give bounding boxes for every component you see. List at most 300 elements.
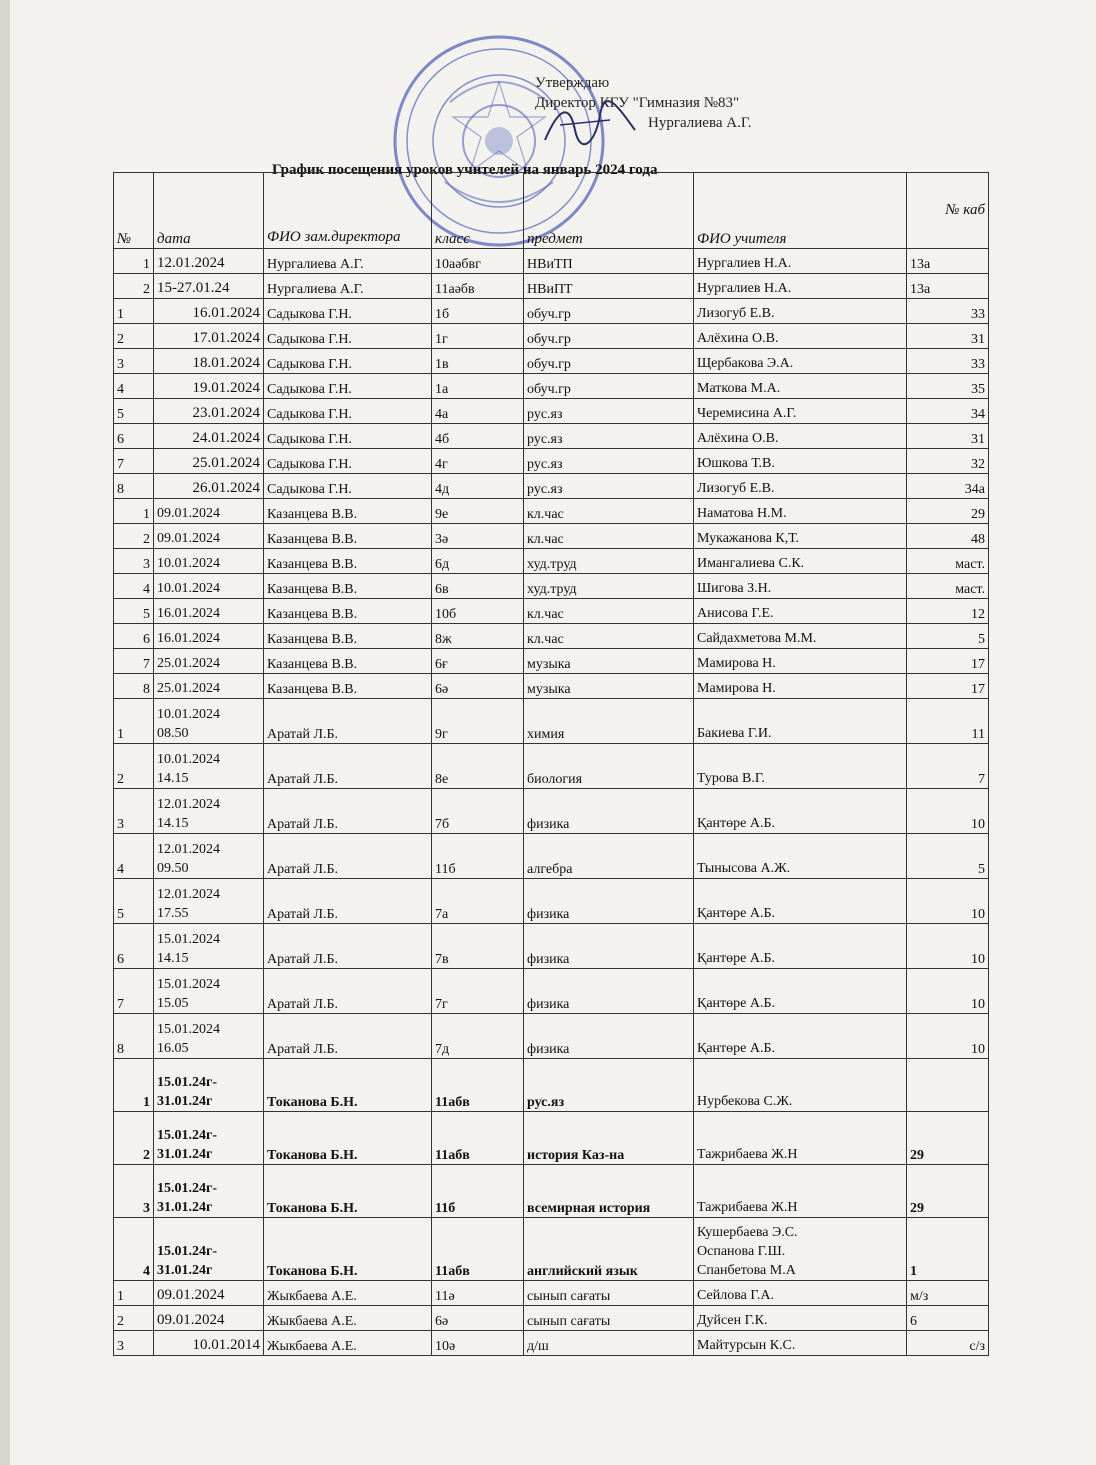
- cell-subject-text: кл.час: [527, 632, 564, 647]
- cell-num-text: 1: [117, 1289, 124, 1304]
- cell-teacher: [694, 789, 907, 834]
- cell-deputy-text: Садыкова Г.Н.: [267, 332, 352, 347]
- cell-class-text: 11б: [435, 1201, 456, 1216]
- cell-date: [154, 1281, 264, 1306]
- table-row: [114, 1059, 989, 1112]
- cell-deputy-text: Токанова Б.Н.: [267, 1148, 358, 1163]
- cell-class-text: 9г: [435, 727, 448, 742]
- cell-class: [432, 499, 524, 524]
- cell-subject: [524, 699, 694, 744]
- cell-teacher-text: Алёхина О.В.: [697, 431, 779, 446]
- cell-time-text: 14.15: [157, 951, 189, 966]
- cell-date: [154, 274, 264, 299]
- cell-cab-text: 31: [971, 432, 985, 447]
- table-row: [114, 699, 989, 744]
- cell-class: [432, 1306, 524, 1331]
- cell-date-text: 12.01.2024: [157, 887, 220, 902]
- cell-teacher: [694, 1281, 907, 1306]
- cell-date: [154, 474, 264, 499]
- cell-cab-text: 17: [971, 657, 985, 672]
- cell-num-text: 5: [117, 407, 124, 422]
- cell-class-text: 4б: [435, 432, 450, 447]
- cell-deputy-text: Садыкова Г.Н.: [267, 382, 352, 397]
- cell-cab: [907, 374, 989, 399]
- table-row: [114, 249, 989, 274]
- cell-num: [114, 744, 154, 789]
- cell-time-text: 14.15: [157, 771, 189, 786]
- cell-teacher-text: Тажрибаева Ж.Н: [697, 1147, 798, 1162]
- cell-class-text: 11абв: [435, 1264, 470, 1279]
- cell-deputy-text: Жыкбаева А.Е.: [267, 1314, 357, 1329]
- cell-cab-text: 29: [910, 1148, 924, 1163]
- cell-class-text: 4д: [435, 482, 450, 497]
- cell-num-text: 4: [117, 862, 124, 877]
- cell-cab-text: м/з: [910, 1289, 929, 1304]
- cell-deputy: [264, 249, 432, 274]
- cell-num: [114, 1059, 154, 1112]
- cell-date: [154, 1112, 264, 1165]
- cell-class-text: 1г: [435, 332, 448, 347]
- cell-cab-text: 34: [971, 407, 985, 422]
- cell-teacher: [694, 744, 907, 789]
- cell-deputy: [264, 969, 432, 1014]
- header-date: дата: [154, 173, 264, 249]
- cell-subject-text: обуч.гр: [527, 382, 571, 397]
- cell-deputy-text: Казанцева В.В.: [267, 632, 358, 647]
- cell-deputy: [264, 449, 432, 474]
- cell-teacher: [694, 424, 907, 449]
- cell-teacher: [694, 834, 907, 879]
- approval-line-name: Нургалиева А.Г.: [648, 115, 752, 131]
- cell-deputy-text: Аратай Л.Б.: [267, 1042, 338, 1057]
- cell-deputy-text: Аратай Л.Б.: [267, 997, 338, 1012]
- cell-date: [154, 424, 264, 449]
- cell-num: [114, 1014, 154, 1059]
- cell-cab-text: 5: [978, 862, 985, 877]
- cell-subject: [524, 599, 694, 624]
- table-row: [114, 549, 989, 574]
- cell-teacher-text: Щербакова Э.А.: [697, 356, 794, 371]
- cell-date-text: 25.01.2024: [157, 681, 220, 696]
- table-row: [114, 1306, 989, 1331]
- cell-teacher-text: Лизогуб Е.В.: [697, 306, 775, 321]
- cell-class: [432, 744, 524, 789]
- table-row: [114, 524, 989, 549]
- cell-teacher-text: Имангалиева С.К.: [697, 556, 805, 571]
- cell-cab: [907, 499, 989, 524]
- cell-deputy-text: Садыкова Г.Н.: [267, 482, 352, 497]
- cell-date: [154, 324, 264, 349]
- cell-class: [432, 649, 524, 674]
- cell-subject-text: д/ш: [527, 1339, 549, 1354]
- cell-cab: [907, 879, 989, 924]
- cell-num: [114, 834, 154, 879]
- cell-date: [154, 599, 264, 624]
- cell-deputy: [264, 374, 432, 399]
- cell-teacher: [694, 1014, 907, 1059]
- cell-class-text: 9е: [435, 507, 449, 522]
- cell-num: [114, 789, 154, 834]
- cell-subject-text: обуч.гр: [527, 357, 571, 372]
- cell-class: [432, 924, 524, 969]
- cell-cab: [907, 699, 989, 744]
- cell-subject-text: рус.яз: [527, 1095, 565, 1110]
- table-row: [114, 834, 989, 879]
- cell-time-text: 16.05: [157, 1041, 189, 1056]
- cell-deputy-text: Токанова Б.Н.: [267, 1095, 358, 1110]
- cell-subject: [524, 969, 694, 1014]
- cell-subject: [524, 1281, 694, 1306]
- cell-class: [432, 349, 524, 374]
- cell-cab-text: 12: [971, 607, 985, 622]
- cell-cab: [907, 524, 989, 549]
- cell-num-text: 3: [143, 557, 150, 572]
- cell-date-text: 17.01.2024: [192, 330, 260, 346]
- cell-class-text: 11абв: [435, 1148, 470, 1163]
- cell-class-text: 7д: [435, 1042, 450, 1057]
- cell-cab: [907, 1112, 989, 1165]
- table-row: [114, 299, 989, 324]
- cell-num-text: 2: [117, 1314, 124, 1329]
- cell-cab: [907, 1165, 989, 1218]
- cell-cab: [907, 274, 989, 299]
- cell-subject-text: рус.яз: [527, 432, 563, 447]
- cell-num: [114, 299, 154, 324]
- cell-cab: [907, 449, 989, 474]
- cell-subject: [524, 324, 694, 349]
- cell-num: [114, 1306, 154, 1331]
- cell-subject: [524, 524, 694, 549]
- cell-num-text: 5: [143, 607, 150, 622]
- cell-deputy-text: Казанцева В.В.: [267, 532, 358, 547]
- cell-time-text: 17.55: [157, 906, 189, 921]
- cell-deputy: [264, 1165, 432, 1218]
- cell-class: [432, 789, 524, 834]
- cell-deputy: [264, 879, 432, 924]
- cell-time-text: 31.01.24г: [157, 1094, 213, 1109]
- table-row: [114, 424, 989, 449]
- cell-num: [114, 1112, 154, 1165]
- cell-cab: [907, 624, 989, 649]
- cell-subject: [524, 1059, 694, 1112]
- cell-date-text: 12.01.2024: [157, 797, 220, 812]
- cell-subject: [524, 499, 694, 524]
- cell-subject-text: кл.час: [527, 507, 564, 522]
- cell-class-text: 11аәбв: [435, 282, 475, 297]
- cell-teacher-text: Сейлова Г.А.: [697, 1288, 774, 1303]
- cell-cab-text: с/з: [969, 1339, 985, 1354]
- cell-cab-text: 10: [971, 907, 985, 922]
- cell-subject: [524, 374, 694, 399]
- cell-teacher-text: Тажрибаева Ж.Н: [697, 1200, 798, 1215]
- cell-teacher: [694, 449, 907, 474]
- cell-subject-text: обуч.гр: [527, 332, 571, 347]
- cell-date-text: 23.01.2024: [192, 405, 260, 421]
- cell-deputy: [264, 399, 432, 424]
- table-row: [114, 449, 989, 474]
- cell-num-text: 4: [117, 382, 124, 397]
- cell-date: [154, 789, 264, 834]
- header-num: №: [114, 173, 154, 249]
- cell-num-text: 6: [117, 952, 124, 967]
- cell-deputy-text: Нургалиева А.Г.: [267, 282, 364, 297]
- cell-num-text: 3: [117, 1339, 124, 1354]
- cell-teacher-text: Маткова М.А.: [697, 381, 781, 396]
- cell-teacher-text: Сайдахметова М.М.: [697, 631, 817, 646]
- cell-date: [154, 349, 264, 374]
- cell-deputy: [264, 299, 432, 324]
- cell-num: [114, 449, 154, 474]
- cell-num-text: 3: [117, 817, 124, 832]
- cell-deputy-text: Казанцева В.В.: [267, 557, 358, 572]
- cell-teacher-text: Спанбетова М.А: [697, 1263, 796, 1278]
- cell-num-text: 7: [117, 997, 124, 1012]
- table-row: [114, 1218, 989, 1281]
- cell-class-text: 6в: [435, 582, 449, 597]
- cell-num-text: 3: [117, 357, 124, 372]
- cell-class-text: 11б: [435, 862, 456, 877]
- cell-teacher-text: Қантөре А.Б.: [697, 996, 776, 1011]
- cell-deputy-text: Токанова Б.Н.: [267, 1201, 358, 1216]
- table-row: [114, 879, 989, 924]
- cell-num: [114, 549, 154, 574]
- cell-deputy-text: Нургалиева А.Г.: [267, 257, 364, 272]
- cell-deputy: [264, 834, 432, 879]
- cell-deputy-text: Садыкова Г.Н.: [267, 432, 352, 447]
- cell-subject: [524, 674, 694, 699]
- table-row: [114, 499, 989, 524]
- cell-subject-text: алгебра: [527, 862, 573, 877]
- cell-cab: [907, 744, 989, 789]
- table-row: [114, 1014, 989, 1059]
- table-row: [114, 649, 989, 674]
- cell-class: [432, 834, 524, 879]
- cell-deputy-text: Казанцева В.В.: [267, 582, 358, 597]
- cell-cab-text: маст.: [955, 557, 985, 572]
- cell-class: [432, 574, 524, 599]
- cell-date-text: 15.01.2024: [157, 1022, 220, 1037]
- cell-teacher: [694, 574, 907, 599]
- cell-num: [114, 599, 154, 624]
- cell-teacher: [694, 1059, 907, 1112]
- cell-class: [432, 274, 524, 299]
- cell-date: [154, 449, 264, 474]
- cell-num-text: 2: [117, 332, 124, 347]
- cell-deputy-text: Аратай Л.Б.: [267, 907, 338, 922]
- cell-time-text: 15.05: [157, 996, 189, 1011]
- cell-deputy: [264, 1218, 432, 1281]
- cell-teacher-text: Нургалиев Н.А.: [697, 256, 792, 271]
- cell-num-text: 7: [143, 657, 150, 672]
- header-class: класс: [432, 173, 524, 249]
- cell-deputy: [264, 1059, 432, 1112]
- cell-cab: [907, 249, 989, 274]
- table-row: [114, 324, 989, 349]
- cell-teacher-text: Турова В.Г.: [697, 771, 765, 786]
- cell-cab: [907, 549, 989, 574]
- cell-subject-text: физика: [527, 997, 570, 1012]
- cell-num-text: 2: [143, 282, 150, 297]
- cell-cab-text: 29: [971, 507, 985, 522]
- cell-cab: [907, 834, 989, 879]
- cell-class: [432, 879, 524, 924]
- cell-teacher-text: Мукажанова К,Т.: [697, 531, 799, 546]
- cell-subject: [524, 649, 694, 674]
- cell-deputy: [264, 744, 432, 789]
- cell-num: [114, 249, 154, 274]
- cell-teacher: [694, 349, 907, 374]
- cell-date: [154, 499, 264, 524]
- page-title: График посещения уроков учителей на январь 2024 года: [272, 162, 658, 178]
- cell-subject-text: рус.яз: [527, 407, 563, 422]
- cell-date-text: 25.01.2024: [192, 455, 260, 471]
- cell-cab: [907, 474, 989, 499]
- table-row: [114, 674, 989, 699]
- cell-subject: [524, 449, 694, 474]
- cell-date: [154, 969, 264, 1014]
- cell-subject-text: химия: [527, 727, 565, 742]
- table-row: [114, 789, 989, 834]
- table-header-row: [114, 173, 989, 249]
- cell-deputy-text: Аратай Л.Б.: [267, 772, 338, 787]
- cell-teacher: [694, 474, 907, 499]
- cell-class: [432, 299, 524, 324]
- cell-date: [154, 1306, 264, 1331]
- table-row: [114, 624, 989, 649]
- cell-date: [154, 1165, 264, 1218]
- cell-subject: [524, 1306, 694, 1331]
- cell-date-text: 15.01.2024: [157, 977, 220, 992]
- cell-num-text: 7: [117, 457, 124, 472]
- cell-class-text: 7г: [435, 997, 448, 1012]
- cell-cab: [907, 1306, 989, 1331]
- cell-class: [432, 624, 524, 649]
- cell-date-text: 18.01.2024: [192, 355, 260, 371]
- cell-teacher: [694, 624, 907, 649]
- table-row: [114, 399, 989, 424]
- cell-teacher-text: Алёхина О.В.: [697, 331, 779, 346]
- cell-num: [114, 499, 154, 524]
- cell-deputy: [264, 1112, 432, 1165]
- cell-date-text: 15.01.24г-: [157, 1128, 218, 1143]
- cell-class: [432, 699, 524, 744]
- cell-cab-text: 6: [910, 1314, 917, 1329]
- cell-subject: [524, 1014, 694, 1059]
- cell-teacher-text: Мамирова Н.: [697, 681, 776, 696]
- cell-subject-text: физика: [527, 952, 570, 967]
- cell-teacher: [694, 1331, 907, 1356]
- cell-date-text: 15.01.24г-: [157, 1181, 218, 1196]
- cell-subject-text: физика: [527, 1042, 570, 1057]
- cell-time-text: 14.15: [157, 816, 189, 831]
- cell-num: [114, 399, 154, 424]
- cell-date: [154, 399, 264, 424]
- cell-class-text: 8е: [435, 772, 449, 787]
- cell-class-text: 11ә: [435, 1289, 455, 1304]
- cell-num-text: 4: [143, 582, 150, 597]
- cell-cab-text: 10: [971, 1042, 985, 1057]
- header-teacher: ФИО учителя: [694, 173, 907, 249]
- cell-teacher-text: Лизогуб Е.В.: [697, 481, 775, 496]
- cell-cab: [907, 599, 989, 624]
- table-row: [114, 474, 989, 499]
- cell-date-text: 15.01.24г-: [157, 1075, 218, 1090]
- cell-class: [432, 969, 524, 1014]
- cell-teacher-text: Мамирова Н.: [697, 656, 776, 671]
- cell-class: [432, 1112, 524, 1165]
- table-row: [114, 744, 989, 789]
- cell-class-text: 7б: [435, 817, 450, 832]
- cell-date-text: 12.01.2024: [157, 255, 225, 271]
- cell-deputy: [264, 674, 432, 699]
- cell-cab-text: 11: [971, 727, 985, 742]
- cell-class-text: 7в: [435, 952, 449, 967]
- cell-subject: [524, 924, 694, 969]
- cell-cab: [907, 349, 989, 374]
- cell-num: [114, 374, 154, 399]
- cell-cab-text: 13а: [910, 282, 931, 297]
- cell-cab: [907, 1059, 989, 1112]
- cell-teacher: [694, 1306, 907, 1331]
- cell-num: [114, 1218, 154, 1281]
- table-row: [114, 969, 989, 1014]
- cell-class-text: 6д: [435, 557, 450, 572]
- schedule-body: [114, 249, 989, 1356]
- cell-cab: [907, 649, 989, 674]
- table-row: [114, 349, 989, 374]
- cell-class: [432, 399, 524, 424]
- cell-date-text: 15.01.24г-: [157, 1244, 218, 1259]
- cell-date-text: 10.01.2024: [157, 707, 220, 722]
- cell-teacher-text: Оспанова Г.Ш.: [697, 1244, 786, 1259]
- cell-teacher-text: Кушербаева Э.С.: [697, 1225, 798, 1240]
- cell-class-text: 11абв: [435, 1095, 470, 1110]
- cell-num: [114, 1331, 154, 1356]
- cell-date-text: 10.01.2024: [157, 752, 220, 767]
- cell-teacher-text: Бакиева Г.И.: [697, 726, 772, 741]
- cell-subject: [524, 1165, 694, 1218]
- cell-time-text: 08.50: [157, 726, 189, 741]
- cell-subject-text: НВиПТ: [527, 282, 573, 297]
- cell-teacher: [694, 524, 907, 549]
- cell-num-text: 1: [143, 507, 150, 522]
- schedule-table: [113, 172, 989, 1356]
- table-row: [114, 1112, 989, 1165]
- cell-cab-text: 34а: [964, 482, 985, 497]
- header-deputy: ФИО зам.директора: [264, 173, 432, 249]
- cell-num: [114, 349, 154, 374]
- cell-class: [432, 374, 524, 399]
- cell-subject-text: худ.труд: [527, 557, 577, 572]
- cell-teacher: [694, 649, 907, 674]
- cell-cab: [907, 1014, 989, 1059]
- cell-class: [432, 1331, 524, 1356]
- cell-class-text: 1в: [435, 357, 449, 372]
- cell-subject: [524, 1218, 694, 1281]
- cell-deputy: [264, 324, 432, 349]
- cell-num-text: 1: [143, 257, 150, 272]
- cell-subject-text: физика: [527, 907, 570, 922]
- cell-subject-text: кл.час: [527, 532, 564, 547]
- cell-teacher-text: Нургалиев Н.А.: [697, 281, 792, 296]
- table-row: [114, 574, 989, 599]
- cell-teacher-text: Юшкова Т.В.: [697, 456, 775, 471]
- cell-num-text: 1: [117, 727, 124, 742]
- cell-num: [114, 624, 154, 649]
- cell-date: [154, 524, 264, 549]
- cell-num: [114, 574, 154, 599]
- cell-date-text: 15.01.2024: [157, 932, 220, 947]
